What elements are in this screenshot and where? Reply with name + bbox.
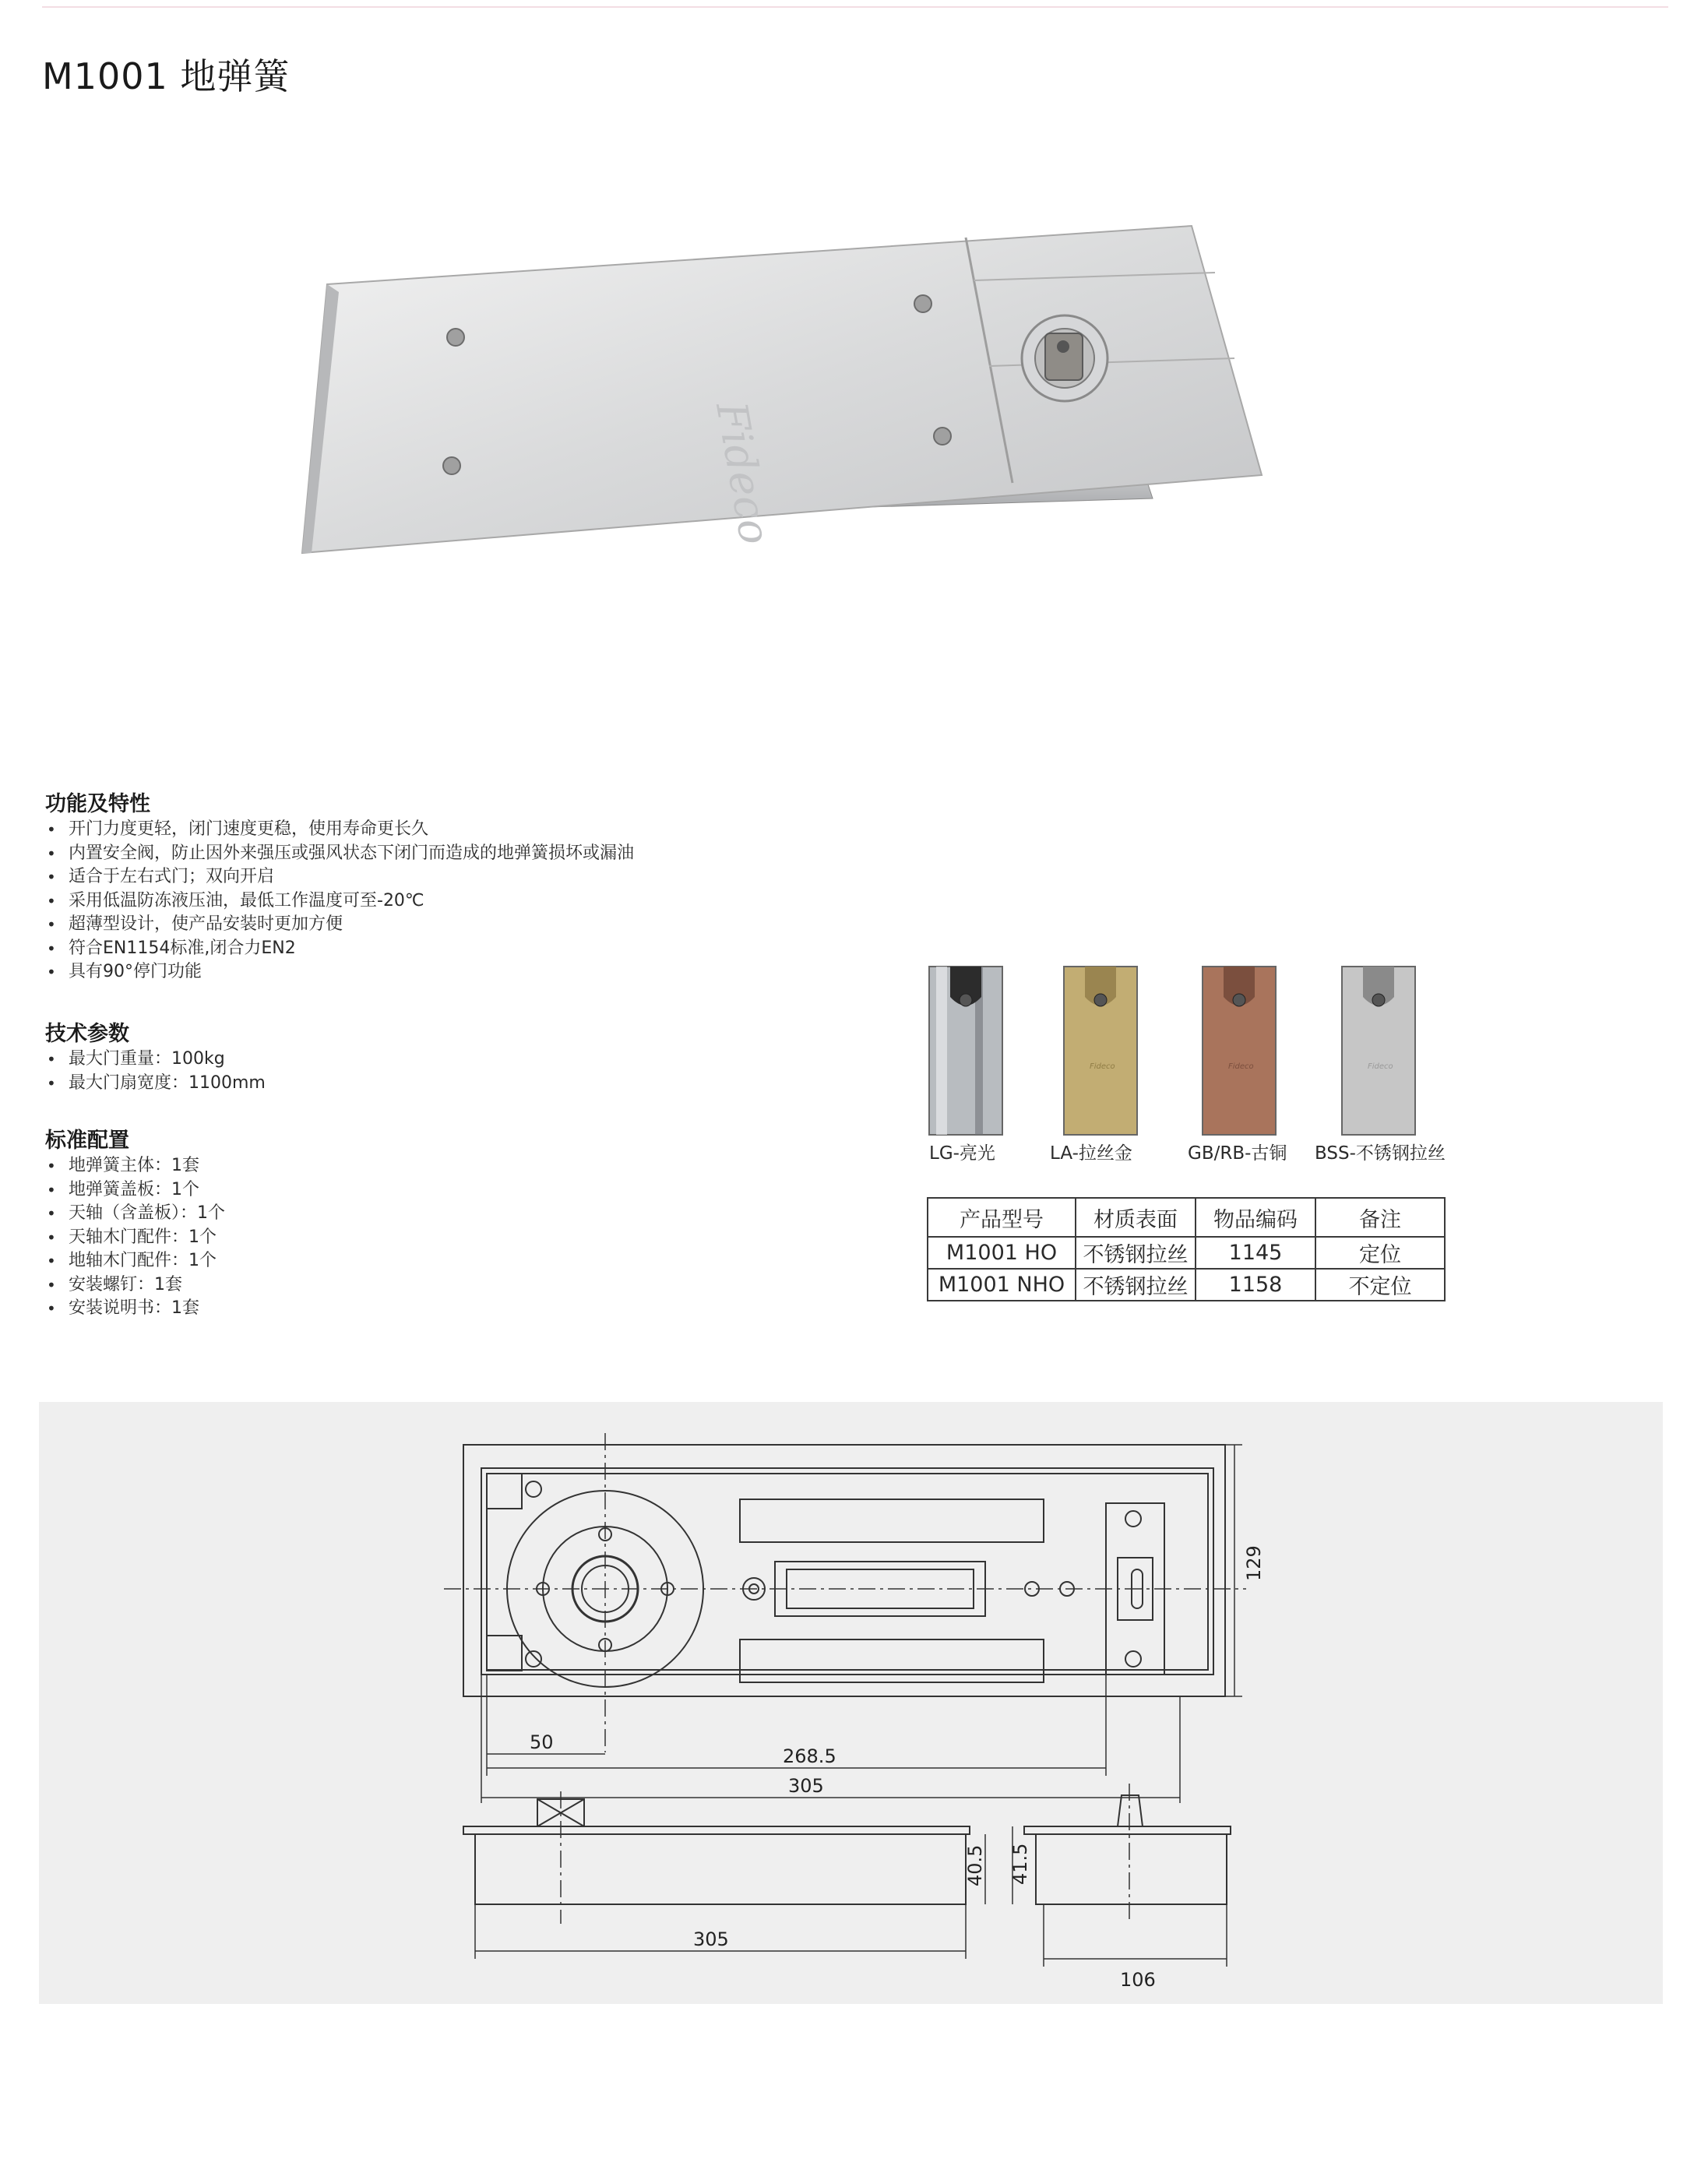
feature-item: • 超薄型设计，使产品安装时更加方便 [45, 913, 634, 937]
finish-swatch-bss [1341, 966, 1416, 1136]
top-divider [42, 6, 1668, 8]
dim-41-5: 41.5 [1009, 1843, 1031, 1885]
tech-params-list [45, 1048, 266, 1095]
standard-config-heading: 标准配置 [45, 1129, 129, 1153]
tech-param-item: • 最大门扇宽度：1100mm [45, 1072, 266, 1096]
svg-text:Fideco: Fideco [1368, 1062, 1393, 1071]
config-item: • 安装螺钉：1套 [45, 1273, 225, 1298]
config-item: • 安装说明书：1套 [45, 1297, 225, 1321]
config-item: • 地弹簧主体：1套 [45, 1154, 225, 1178]
column-header: 备注 [1315, 1198, 1445, 1237]
finish-swatch-la [1063, 966, 1138, 1136]
table-cell: M1001 NHO [928, 1269, 1076, 1301]
config-item: • 天轴木门配件：1个 [45, 1226, 225, 1250]
table-cell: 不锈钢拉丝 [1076, 1269, 1196, 1301]
table-row [928, 1269, 1445, 1301]
feature-item: • 开门力度更轻，闭门速度更稳，使用寿命更长久 [45, 818, 634, 842]
product-photo [296, 218, 1277, 608]
svg-text:Fideco: Fideco [1228, 1062, 1254, 1071]
tech-param-item: • 最大门重量：100kg [45, 1048, 266, 1072]
page-title: M1001 地弹簧 [42, 55, 291, 97]
config-item: • 地轴木门配件：1个 [45, 1249, 225, 1273]
column-header: 产品型号 [928, 1198, 1076, 1237]
dim-268-5: 268.5 [783, 1745, 836, 1767]
table-cell: 1145 [1196, 1237, 1315, 1269]
table-cell: M1001 HO [928, 1237, 1076, 1269]
feature-item: • 适合于左右式门；双向开启 [45, 865, 634, 889]
feature-item: • 采用低温防冻液压油，最低工作温度可至-20℃ [45, 889, 634, 914]
feature-item: • 符合EN1154标准,闭合力EN2 [45, 937, 634, 961]
dim-305-side: 305 [693, 1928, 729, 1950]
table-cell: 定位 [1315, 1237, 1445, 1269]
finish-label-la: LA-拉丝金 [1050, 1143, 1132, 1164]
features-list [45, 818, 634, 984]
column-header: 材质表面 [1076, 1198, 1196, 1237]
finish-label-gb-rb: GB/RB-古铜 [1188, 1143, 1287, 1164]
tech-params-heading: 技术参数 [45, 1022, 129, 1046]
svg-text:Fideco: Fideco [1090, 1062, 1115, 1071]
dim-106: 106 [1120, 1969, 1156, 1991]
table-cell: 1158 [1196, 1269, 1315, 1301]
config-item: • 地弹簧盖板：1个 [45, 1178, 225, 1203]
spec-table [927, 1197, 1446, 1301]
table-cell: 不定位 [1315, 1269, 1445, 1301]
column-header: 物品编码 [1196, 1198, 1315, 1237]
finish-swatch-gb-rb [1202, 966, 1277, 1136]
feature-item: • 内置安全阀，防止因外来强压或强风状态下闭门而造成的地弹簧损坏或漏油 [45, 842, 634, 866]
features-heading: 功能及特性 [45, 792, 150, 816]
config-item: • 天轴（含盖板）：1个 [45, 1202, 225, 1226]
svg-text:Fideco: Fideco [706, 398, 780, 548]
dim-129: 129 [1243, 1545, 1265, 1581]
finish-label-bss: BSS-不锈钢拉丝 [1315, 1143, 1446, 1164]
feature-item: • 具有90°停门功能 [45, 960, 634, 984]
technical-drawing [39, 1402, 1663, 2004]
dim-50: 50 [530, 1731, 554, 1753]
finish-swatch-lg [928, 966, 1003, 1136]
dim-305-top: 305 [788, 1775, 824, 1797]
standard-config-list [45, 1154, 225, 1321]
table-header-row [928, 1198, 1445, 1237]
table-cell: 不锈钢拉丝 [1076, 1237, 1196, 1269]
finish-label-lg: LG-亮光 [929, 1143, 995, 1164]
dim-40-5: 40.5 [964, 1844, 986, 1886]
table-row [928, 1237, 1445, 1269]
technical-drawing-panel [39, 1402, 1663, 2004]
